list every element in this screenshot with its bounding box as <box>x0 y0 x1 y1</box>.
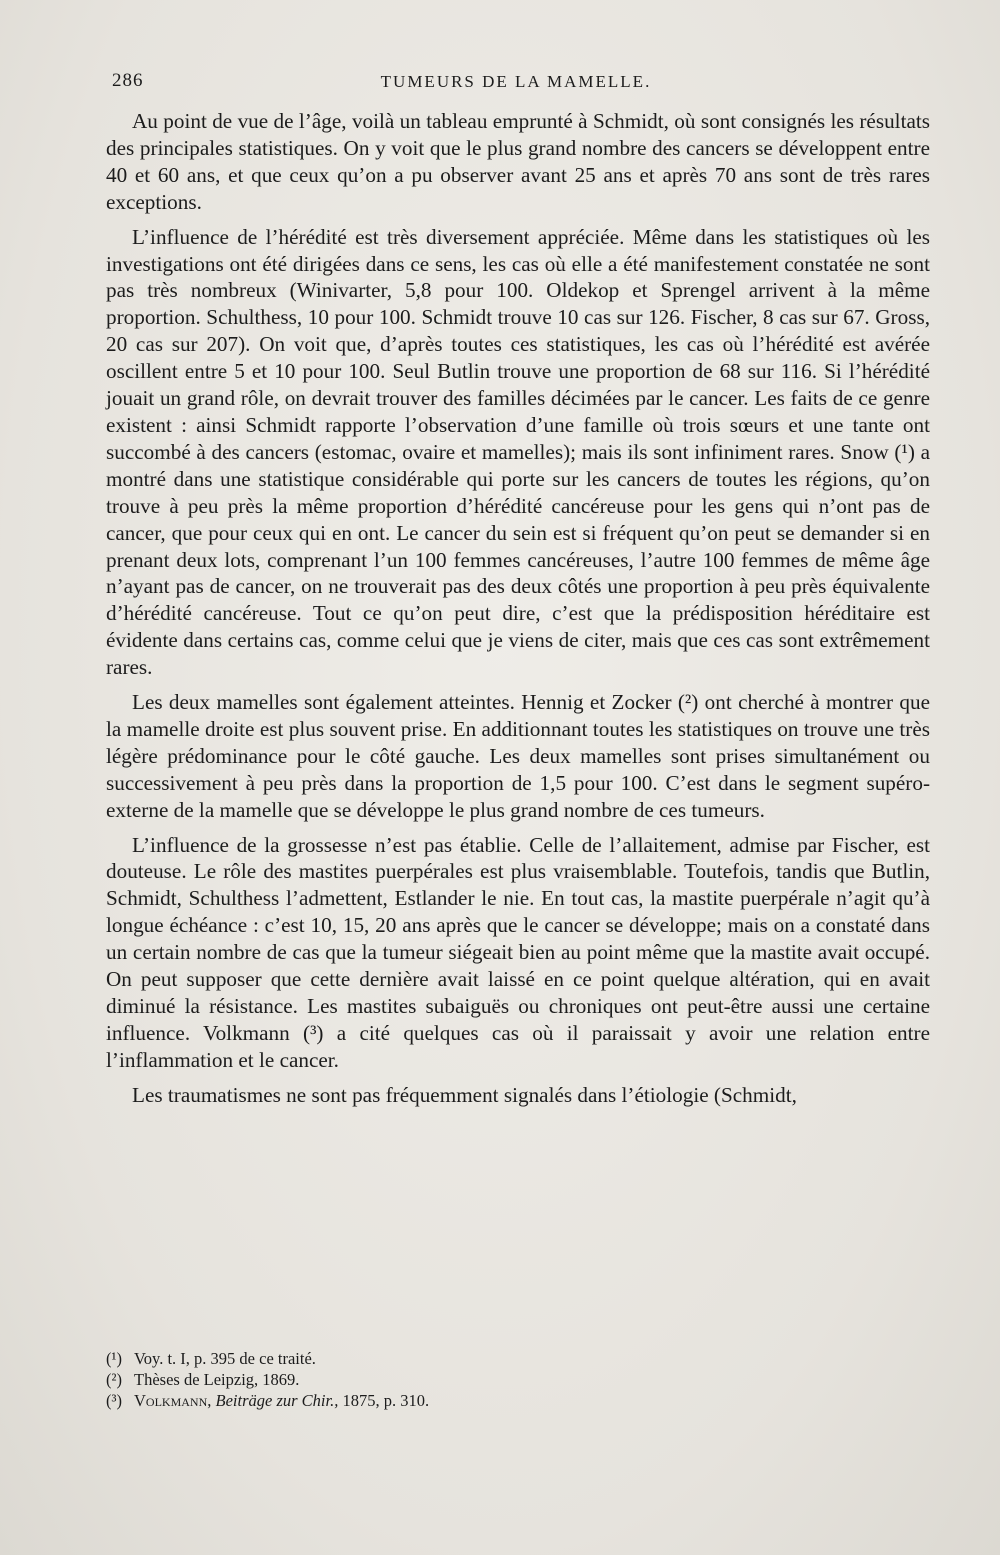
running-title: TUMEURS DE LA MAMELLE. <box>380 72 652 91</box>
footnote-text: Thèses de Leipzig, 1869. <box>134 1370 300 1389</box>
page-number: 286 <box>112 70 144 91</box>
body-text <box>106 108 930 1109</box>
paragraph-laterality: Les deux mamelles sont également atteintes. Hennig et Zocker (²) ont cherché à montrer que la mamelle droite est plus souvent prise. En additionnant toutes les statistiques on trouve une très légère prédominance pour le côté gauche. Les deux mamelles sont prises simultanément ou successivement à peu près dans la proportion de 1,5 pour 100. C’est dans le segment supéro-externe de la mamelle que se développe le plus grand nombre de ces tumeurs. <box>106 690 930 822</box>
footnote-marker: (³) <box>106 1391 122 1410</box>
footnotes <box>106 1348 806 1411</box>
paragraph-trauma: Les traumatismes ne sont pas fréquemment signalés dans l’étiologie (Schmidt, <box>132 1082 797 1107</box>
footnote-author: Volkmann, <box>134 1391 212 1410</box>
paragraph-age: Au point de vue de l’âge, voilà un tableau emprunté à Schmidt, où sont consignés les résultats des principales statistiques. On y voit que le plus grand nombre des cancers se développent entre 40 et 60 ans, et que ceux qu’on a pu observer avant 25 ans et après 70 ans sont de très rares exceptions. <box>106 109 930 214</box>
footnote <box>106 1390 806 1411</box>
page-header <box>112 70 920 100</box>
footnote-marker: (¹) <box>106 1349 122 1368</box>
paragraph-heredity: L’influence de l’hérédité est très diversement appréciée. Même dans les statistiques où les investigations ont été dirigées dans ce sens, les cas où elle a été manifestement constatée ne sont pas très nombreux (Winivarter, 5,8 pour 100. Oldekop et Sprengel arrivent à la même proportion. Schulthess, 10 pour 100. Schmidt trouve 10 cas sur 126. Fischer, 8 cas sur 67. Gross, 20 cas sur 207). On voit que, d’après toutes ces statistiques, les cas où l’hérédité est avérée oscillent entre 5 et 10 pour 100. Seul Butlin trouve une proportion de 68 sur 116. Si l’hérédité jouait un grand rôle, on devrait trouver des familles décimées par le cancer. Les faits de ce genre existent : ainsi Schmidt rapporte l’observation d’une famille où trois sœurs et une tante ont succombé à des cancers (estomac, ovaire et mamelles); mais ils sont infiniment rares. Snow (¹) a montré dans une statistique considérable qui porte sur les cancers de toutes les régions, qu’on trouve à peu près la même proportion d’hérédité cancéreuse pour les gens qui n’ont pas de cancer, que pour ceux qui en ont. Le cancer du sein est si fréquent qu’on peut se demander si en prenant deux lots, comprenant l’un 100 femmes cancéreuses, l’autre 100 femmes de même âge n’ayant pas de cancer, on ne trouverait pas des deux côtés une proportion à peu près équivalente d’hérédité cancéreuse. Tout ce qu’on peut dire, c’est que la prédisposition héréditaire est évidente dans certains cas, comme celui que je viens de citer, mais que ces cas sont extrêmement rares. <box>106 224 930 680</box>
footnote-title: Beiträge zur Chir., <box>215 1391 339 1410</box>
footnote-text: 1875, p. 310. <box>342 1391 430 1410</box>
footnote <box>106 1348 806 1369</box>
paragraph-pregnancy: L’influence de la grossesse n’est pas établie. Celle de l’allaitement, admise par Fischer, est douteuse. Le rôle des mastites puerpérales est plus vraisemblable. Toutefois, tandis que Butlin, Schmidt, Schulthess l’admettent, Estlander le nie. En tout cas, la mastite puerpérale n’agit qu’à longue échéance : c’est 10, 15, 20 ans après que le cancer se développe; mais on a constaté dans un certain nombre de cas que la tumeur siégeait bien au point même que la mastite avait occupé. On peut supposer que cette dernière avait laissé en ce point quelque altération, qui en avait diminué la résistance. Les mastites subaiguës ou chroniques ont peut-être aussi une certaine influence. Volkmann (³) a cité quelques cas où il paraissait y avoir une relation entre l’inflammation et le cancer. <box>106 832 930 1072</box>
footnote <box>106 1369 806 1390</box>
footnote-text: Voy. t. I, p. 395 de ce traité. <box>134 1349 316 1368</box>
footnote-marker: (²) <box>106 1370 122 1389</box>
